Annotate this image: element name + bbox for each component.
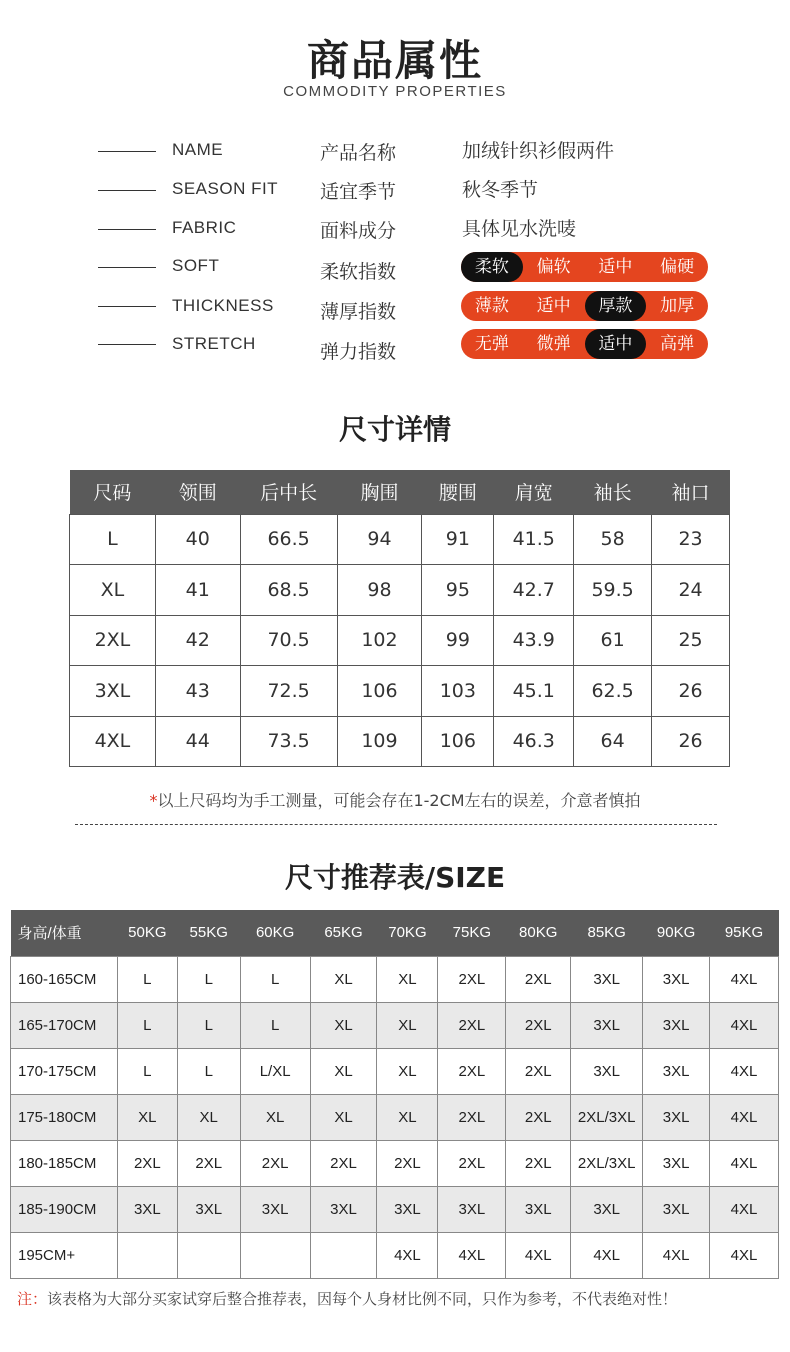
table-cell: 98 xyxy=(337,565,422,616)
table-cell: 46.3 xyxy=(494,716,574,767)
table-header-cell: 尺码 xyxy=(70,470,156,514)
index-row-thickness xyxy=(0,291,790,331)
table-header-cell: 90KG xyxy=(643,910,710,956)
table-row xyxy=(11,1186,779,1232)
scale-option: 高弹 xyxy=(660,334,695,354)
note-prefix: 注： xyxy=(17,1290,48,1308)
table-cell: 41.5 xyxy=(494,514,574,565)
table-cell xyxy=(240,1232,310,1278)
table-cell: XL xyxy=(177,1094,240,1140)
scale-option-selected: 适中 xyxy=(585,329,647,359)
table-cell: 2XL/3XL xyxy=(571,1140,643,1186)
scale-option: 适中 xyxy=(536,296,571,316)
table-cell: L xyxy=(117,956,177,1002)
scale-option: 加厚 xyxy=(660,296,695,316)
table-cell: 4XL xyxy=(710,1186,779,1232)
table-cell: XL xyxy=(310,1048,377,1094)
table-cell: 2XL xyxy=(506,1002,571,1048)
soft-index-scale xyxy=(461,252,708,282)
table-cell: 160-165CM xyxy=(11,956,118,1002)
table-cell: 2XL xyxy=(506,1048,571,1094)
property-cn-label: 面料成分 xyxy=(320,220,397,242)
divider-line xyxy=(98,306,156,307)
table-cell: XL xyxy=(377,1094,438,1140)
table-cell: 4XL xyxy=(710,956,779,1002)
table-row xyxy=(70,565,730,616)
scale-option-selected: 柔软 xyxy=(461,252,523,282)
note-star: * xyxy=(149,791,158,810)
index-en-label: THICKNESS xyxy=(172,296,274,315)
table-cell: L xyxy=(240,956,310,1002)
index-cn-label: 柔软指数 xyxy=(320,261,397,283)
table-cell: 165-170CM xyxy=(11,1002,118,1048)
page-title: 商品属性 xyxy=(306,36,483,85)
table-row xyxy=(11,1002,779,1048)
table-header-cell: 75KG xyxy=(438,910,506,956)
table-cell: 42.7 xyxy=(494,565,574,616)
table-cell: 195CM+ xyxy=(11,1232,118,1278)
thickness-index-scale xyxy=(461,291,708,321)
table-cell: 42 xyxy=(155,615,240,666)
table-cell: 4XL xyxy=(438,1232,506,1278)
table-header-row xyxy=(70,470,730,514)
table-cell: 3XL xyxy=(643,1048,710,1094)
table-cell: 25 xyxy=(652,615,730,666)
scale-option: 薄款 xyxy=(474,296,509,316)
property-row-season xyxy=(0,169,790,209)
index-cn-label: 薄厚指数 xyxy=(320,301,397,323)
table-cell: 40 xyxy=(155,514,240,565)
table-cell: 175-180CM xyxy=(11,1094,118,1140)
table-cell xyxy=(310,1232,377,1278)
table-row xyxy=(70,514,730,565)
table-cell: 58 xyxy=(574,514,652,565)
table-cell: 2XL xyxy=(438,1048,506,1094)
table-cell: 4XL xyxy=(710,1140,779,1186)
index-row-soft xyxy=(0,252,790,292)
table-header-cell: 55KG xyxy=(177,910,240,956)
table-cell: 4XL xyxy=(70,716,156,767)
table-cell: 2XL xyxy=(240,1140,310,1186)
size-recommend-table xyxy=(10,910,779,1279)
table-cell: 26 xyxy=(652,666,730,717)
table-cell: 3XL xyxy=(571,1048,643,1094)
table-cell: 4XL xyxy=(506,1232,571,1278)
property-cn-label: 适宜季节 xyxy=(320,181,397,203)
table-cell: L xyxy=(117,1048,177,1094)
table-cell: 2XL xyxy=(117,1140,177,1186)
table-header-cell: 95KG xyxy=(710,910,779,956)
table-cell: 2XL xyxy=(377,1140,438,1186)
property-value: 具体见水洗唛 xyxy=(462,218,577,240)
property-cn-label: 产品名称 xyxy=(320,142,397,164)
table-cell: 3XL xyxy=(643,956,710,1002)
table-cell: 61 xyxy=(574,615,652,666)
table-cell: 4XL xyxy=(710,1002,779,1048)
table-row xyxy=(11,956,779,1002)
table-cell: 106 xyxy=(422,716,494,767)
table-cell: 2XL xyxy=(506,1094,571,1140)
size-detail-table xyxy=(69,470,730,767)
table-cell: XL xyxy=(70,565,156,616)
table-cell: 23 xyxy=(652,514,730,565)
table-cell: 43.9 xyxy=(494,615,574,666)
table-cell: L xyxy=(177,1048,240,1094)
table-cell: 95 xyxy=(422,565,494,616)
table-cell: 72.5 xyxy=(240,666,337,717)
table-cell: L xyxy=(70,514,156,565)
table-cell: XL xyxy=(310,1094,377,1140)
table-cell: 3XL xyxy=(571,1186,643,1232)
size-detail-title: 尺寸详情 xyxy=(338,413,451,446)
table-cell: 102 xyxy=(337,615,422,666)
table-cell: 26 xyxy=(652,716,730,767)
table-cell: 3XL xyxy=(506,1186,571,1232)
table-cell: XL xyxy=(117,1094,177,1140)
scale-option: 偏硬 xyxy=(660,257,695,277)
scale-option: 偏软 xyxy=(536,257,571,277)
table-cell xyxy=(117,1232,177,1278)
table-header-row xyxy=(11,910,779,956)
property-en-label: NAME xyxy=(172,140,224,159)
index-row-stretch xyxy=(0,329,790,369)
table-cell: 170-175CM xyxy=(11,1048,118,1094)
table-cell: 68.5 xyxy=(240,565,337,616)
table-cell: 41 xyxy=(155,565,240,616)
table-cell: 4XL xyxy=(377,1232,438,1278)
table-cell: L/XL xyxy=(240,1048,310,1094)
table-cell: 64 xyxy=(574,716,652,767)
stretch-index-scale xyxy=(461,329,708,359)
property-row-name xyxy=(0,130,790,170)
dashed-divider xyxy=(75,824,717,825)
table-cell: 45.1 xyxy=(494,666,574,717)
table-cell: 44 xyxy=(155,716,240,767)
property-row-fabric xyxy=(0,208,790,248)
table-header-cell: 70KG xyxy=(377,910,438,956)
divider-line xyxy=(98,344,156,345)
property-value: 秋冬季节 xyxy=(462,179,539,201)
divider-line xyxy=(98,151,156,152)
table-cell: 4XL xyxy=(643,1232,710,1278)
table-cell: 3XL xyxy=(377,1186,438,1232)
table-cell: 2XL xyxy=(506,956,571,1002)
table-cell: L xyxy=(177,956,240,1002)
page-subtitle: COMMODITY PROPERTIES xyxy=(283,83,507,100)
table-header-cell: 袖口 xyxy=(652,470,730,514)
divider-line xyxy=(98,229,156,230)
table-cell: 94 xyxy=(337,514,422,565)
table-cell: 3XL xyxy=(117,1186,177,1232)
table-cell: 103 xyxy=(422,666,494,717)
property-en-label: FABRIC xyxy=(172,218,237,237)
table-cell: 109 xyxy=(337,716,422,767)
divider-line xyxy=(98,267,156,268)
table-header-cell: 后中长 xyxy=(240,470,337,514)
table-cell: 2XL xyxy=(506,1140,571,1186)
table-cell: 62.5 xyxy=(574,666,652,717)
table-header-cell: 身高/体重 xyxy=(11,910,118,956)
size-recommend-title: 尺寸推荐表/SIZE xyxy=(284,861,506,894)
table-row xyxy=(11,1094,779,1140)
table-row xyxy=(11,1140,779,1186)
table-cell: 4XL xyxy=(710,1232,779,1278)
property-value: 加绒针织衫假两件 xyxy=(462,140,615,162)
table-row xyxy=(70,615,730,666)
scale-option: 适中 xyxy=(598,257,633,277)
table-cell: 4XL xyxy=(710,1094,779,1140)
table-row xyxy=(11,1232,779,1278)
table-cell: 70.5 xyxy=(240,615,337,666)
table-cell: XL xyxy=(377,956,438,1002)
divider-line xyxy=(98,190,156,191)
table-header-cell: 肩宽 xyxy=(494,470,574,514)
table-cell: 3XL xyxy=(70,666,156,717)
table-cell: 99 xyxy=(422,615,494,666)
table-cell: L xyxy=(240,1002,310,1048)
table-cell: 24 xyxy=(652,565,730,616)
table-cell: 3XL xyxy=(571,1002,643,1048)
table-cell: 2XL/3XL xyxy=(571,1094,643,1140)
table-cell: 2XL xyxy=(438,956,506,1002)
table-header-cell: 腰围 xyxy=(422,470,494,514)
table-cell: 43 xyxy=(155,666,240,717)
measurement-note xyxy=(0,788,790,811)
note-text: 以上尺码均为手工测量，可能会存在1-2CM左右的误差，介意者慎拍 xyxy=(157,791,641,810)
table-cell: 3XL xyxy=(643,1002,710,1048)
index-en-label: STRETCH xyxy=(172,334,256,353)
table-cell: 180-185CM xyxy=(11,1140,118,1186)
table-header-cell: 袖长 xyxy=(574,470,652,514)
table-cell: 2XL xyxy=(177,1140,240,1186)
table-cell: 91 xyxy=(422,514,494,565)
table-row xyxy=(11,1048,779,1094)
table-cell: 3XL xyxy=(643,1140,710,1186)
recommend-note xyxy=(17,1288,677,1309)
table-cell: XL xyxy=(310,1002,377,1048)
table-cell: 2XL xyxy=(438,1094,506,1140)
scale-option: 无弹 xyxy=(474,334,509,354)
table-header-cell: 领围 xyxy=(155,470,240,514)
index-en-label: SOFT xyxy=(172,256,220,275)
index-cn-label: 弹力指数 xyxy=(320,341,397,363)
table-header-cell: 85KG xyxy=(571,910,643,956)
table-header-cell: 80KG xyxy=(506,910,571,956)
table-cell xyxy=(177,1232,240,1278)
table-cell: 3XL xyxy=(643,1186,710,1232)
table-cell: XL xyxy=(377,1002,438,1048)
table-cell: 2XL xyxy=(438,1140,506,1186)
table-cell: 59.5 xyxy=(574,565,652,616)
table-cell: 3XL xyxy=(177,1186,240,1232)
table-cell: L xyxy=(117,1002,177,1048)
table-header-cell: 65KG xyxy=(310,910,377,956)
table-cell: 3XL xyxy=(310,1186,377,1232)
table-cell: 2XL xyxy=(310,1140,377,1186)
table-cell: 2XL xyxy=(70,615,156,666)
table-header-cell: 50KG xyxy=(117,910,177,956)
table-cell: 185-190CM xyxy=(11,1186,118,1232)
note-text: 该表格为大部分买家试穿后整合推荐表，因每个人身材比例不同，只作为参考，不代表绝对性！ xyxy=(47,1290,678,1308)
table-cell: 3XL xyxy=(643,1094,710,1140)
table-cell: 2XL xyxy=(438,1002,506,1048)
scale-option: 微弹 xyxy=(536,334,571,354)
table-header-cell: 胸围 xyxy=(337,470,422,514)
table-cell: 3XL xyxy=(438,1186,506,1232)
table-header-cell: 60KG xyxy=(240,910,310,956)
table-cell: L xyxy=(177,1002,240,1048)
scale-option-selected: 厚款 xyxy=(585,291,647,321)
table-cell: XL xyxy=(310,956,377,1002)
table-cell: 73.5 xyxy=(240,716,337,767)
table-cell: 106 xyxy=(337,666,422,717)
table-cell: 66.5 xyxy=(240,514,337,565)
table-cell: 4XL xyxy=(571,1232,643,1278)
table-cell: XL xyxy=(240,1094,310,1140)
table-cell: 3XL xyxy=(571,956,643,1002)
table-cell: 4XL xyxy=(710,1048,779,1094)
table-cell: 3XL xyxy=(240,1186,310,1232)
table-row xyxy=(70,716,730,767)
property-en-label: SEASON FIT xyxy=(172,179,279,198)
table-cell: XL xyxy=(377,1048,438,1094)
table-row xyxy=(70,666,730,717)
